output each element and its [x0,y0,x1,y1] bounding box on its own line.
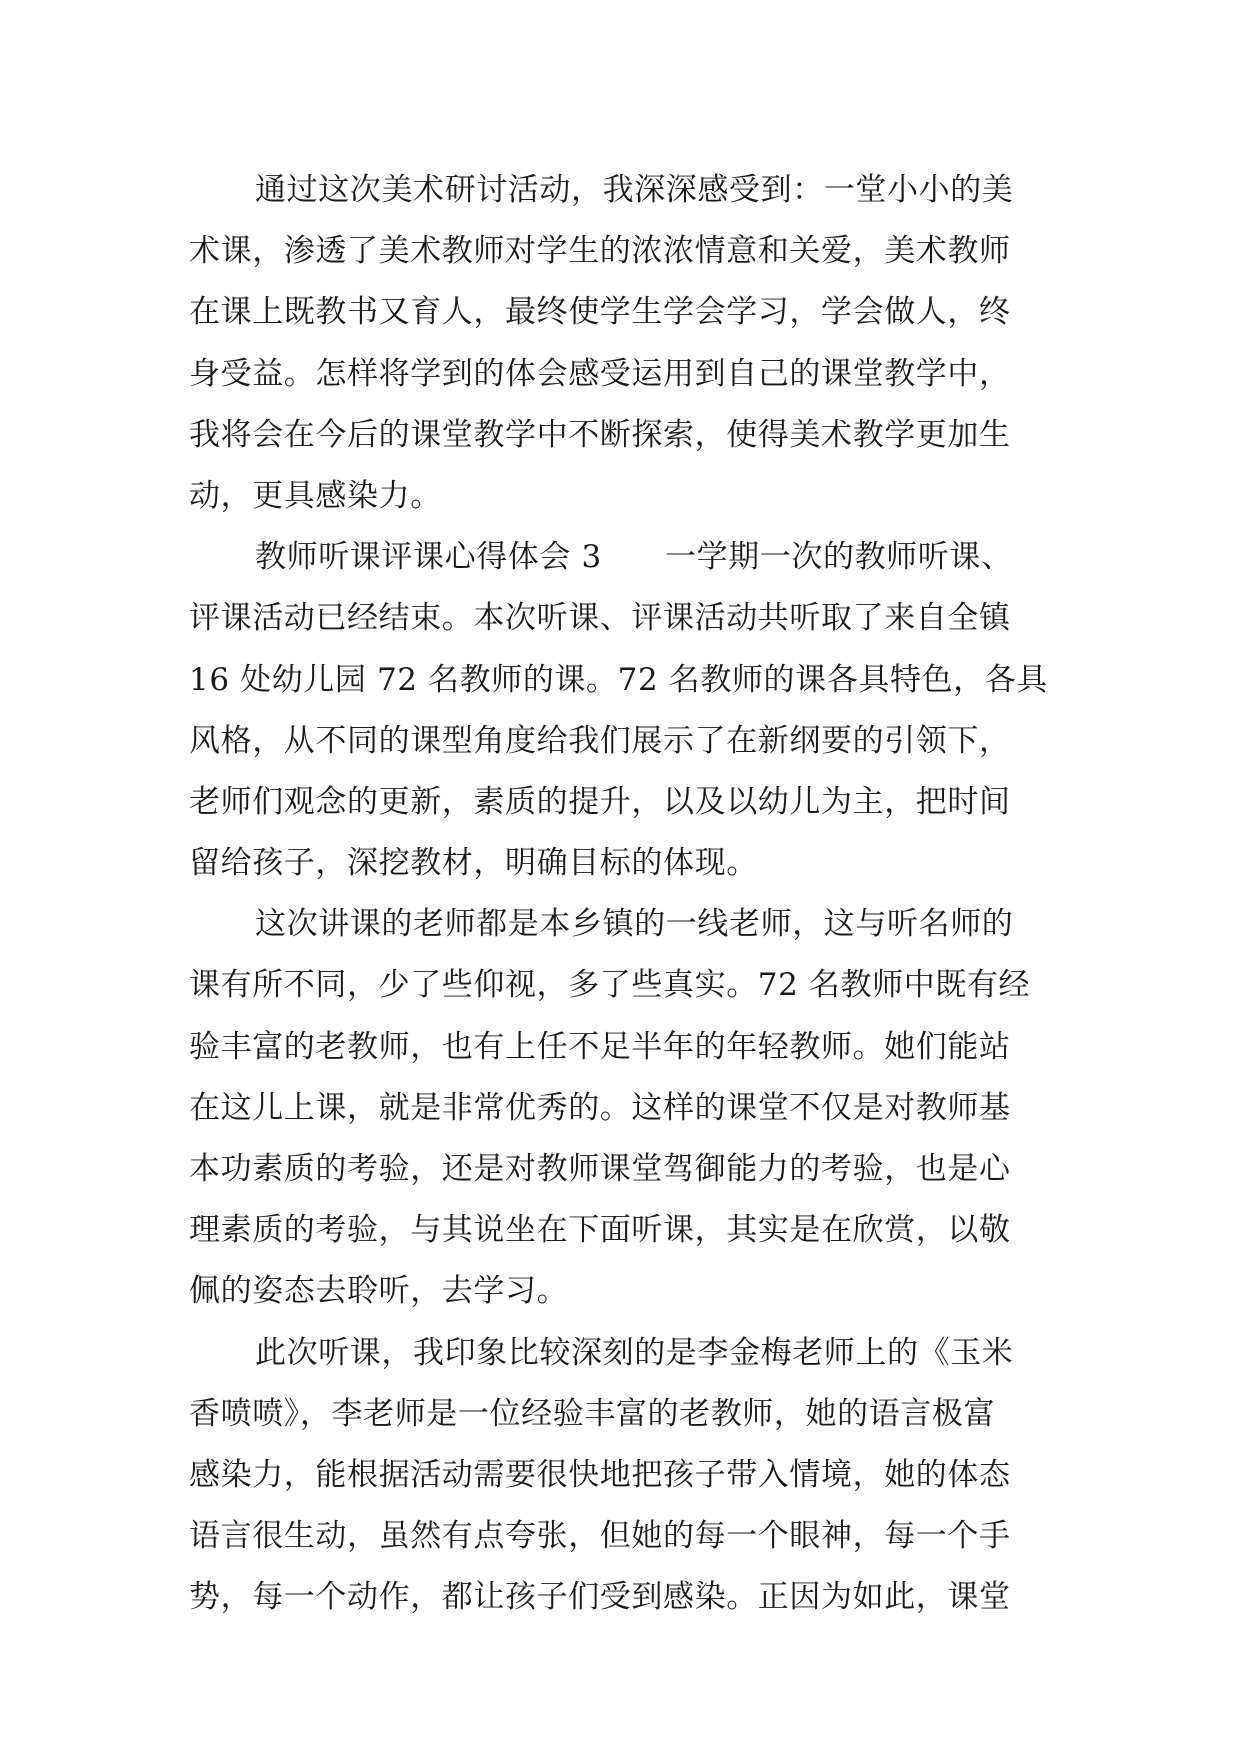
text-line: 身受益。怎样将学到的体会感受运用到自己的课堂教学中， [189,355,1011,392]
text-line: 本功素质的考验，还是对教师课堂驾御能力的考验，也是心 [189,1151,1011,1187]
text-line: 留给孩子，深挖教材，明确目标的体现。 [189,845,758,882]
text-line: 语言很生动，虽然有点夸张，但她的每一个眼神，每一个手 [189,1518,1011,1555]
text-line: 理素质的考验，与其说坐在下面听课，其实是在欣赏，以敬 [189,1212,1011,1249]
body-text [189,160,1069,1629]
text-line: 佩的姿态去聆听，去学习。 [189,1273,569,1310]
text-line: 动，更具感染力。 [189,477,442,514]
text-line: 课有所不同，少了些仰视，多了些真实。72 名教师中既有经 [189,967,1031,1004]
text-line: 我将会在今后的课堂教学中不断探索，使得美术教学更加生 [189,416,1011,453]
text-line: 这次讲课的老师都是本乡镇的一线老师，这与听名师的 [255,906,1014,943]
text-line: 16 处幼儿园 72 名教师的课。72 名教师的课各具特色，各具 [189,661,1048,698]
text-line: 验丰富的老教师，也有上任不足半年的年轻教师。她们能站 [189,1028,1011,1065]
text-line: 评课活动已经结束。本次听课、评课活动共听取了来自全镇 [189,600,1011,637]
text-line: 通过这次美术研讨活动，我深深感受到：一堂小小的美 [255,172,1014,208]
text-line: 老师们观念的更新，素质的提升，以及以幼儿为主，把时间 [189,783,1011,820]
text-line: 香喷喷》，李老师是一位经验丰富的老教师，她的语言极富 [189,1395,996,1432]
text-line: 势，每一个动作，都让孩子们受到感染。正因为如此，课堂 [189,1579,1011,1616]
text-line: 在课上既教书又育人，最终使学生学会学习，学会做人，终 [189,294,1011,331]
text-line: 此次听课，我印象比较深刻的是李金梅老师上的《玉米 [255,1334,1014,1371]
text-line: 在这儿上课，就是非常优秀的。这样的课堂不仅是对教师基 [189,1089,1011,1126]
text-line: 感染力，能根据活动需要很快地把孩子带入情境，她的体态 [189,1456,1011,1493]
text-line: 风格，从不同的课型角度给我们展示了在新纲要的引领下， [189,722,1011,759]
text-line: 教师听课评课心得体会 3 一学期一次的教师听课、 [255,539,1013,576]
text-line: 术课，渗透了美术教师对学生的浓浓情意和关爱，美术教师 [189,233,1011,270]
